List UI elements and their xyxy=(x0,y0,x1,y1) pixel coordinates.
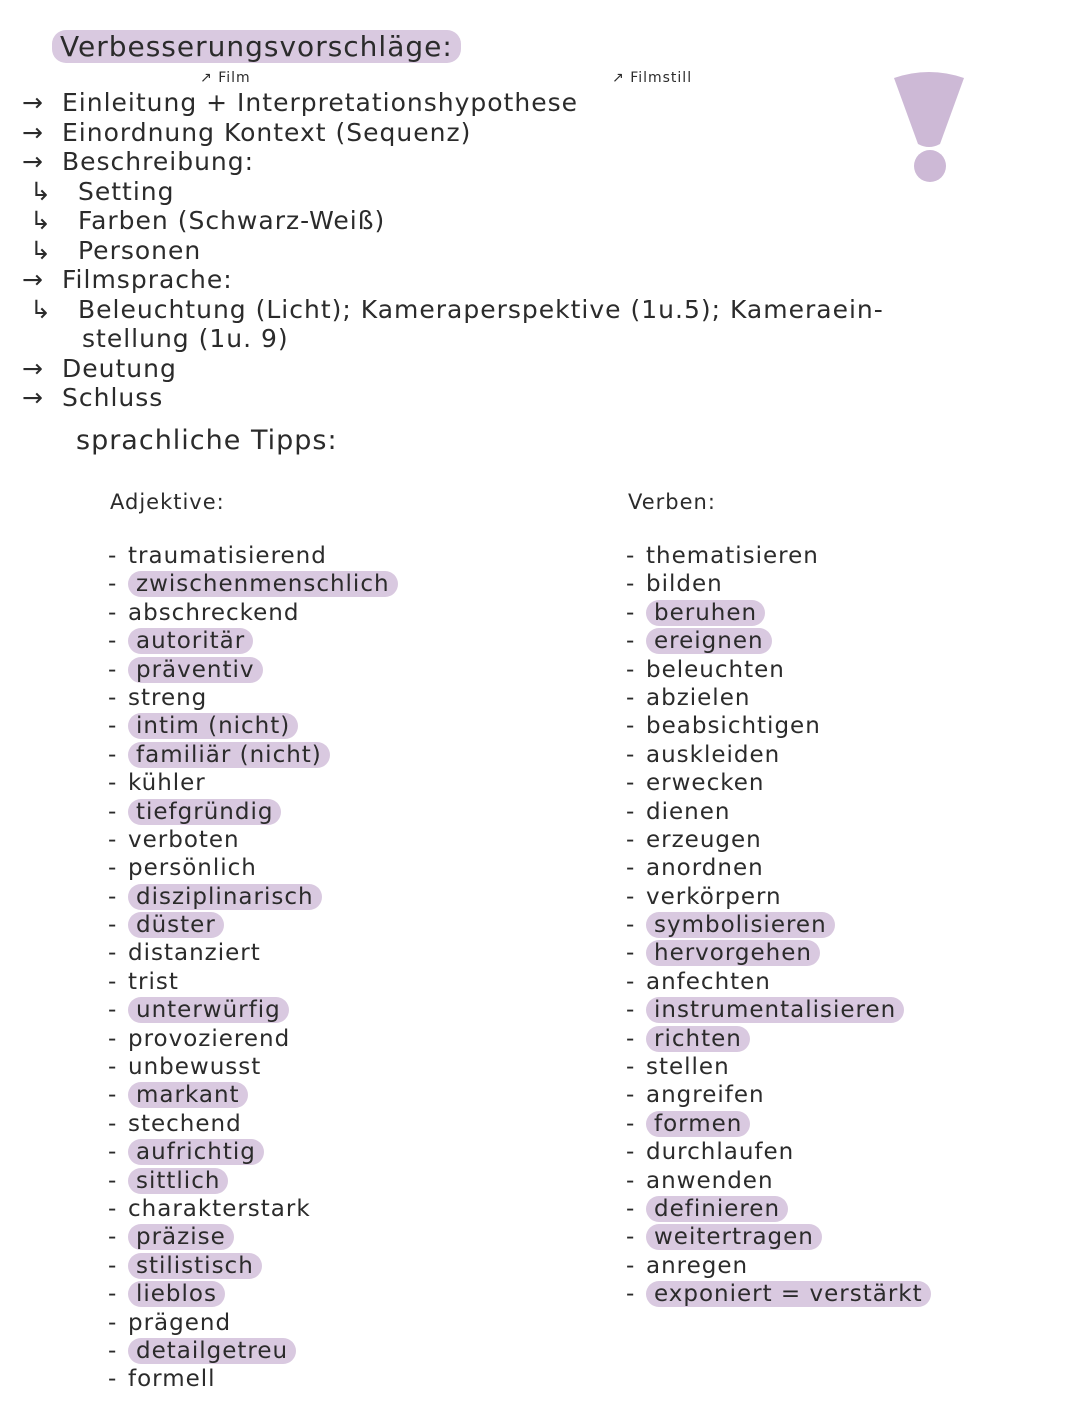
adjective-item xyxy=(108,1309,398,1337)
verb-item-text: instrumentalisieren xyxy=(646,997,904,1023)
outline-subitem: ↳ Farben (Schwarz-Weiß) xyxy=(30,206,386,235)
adjective-item-text: distanziert xyxy=(128,940,261,967)
list-dash: - xyxy=(626,997,636,1024)
list-dash: - xyxy=(108,1309,118,1336)
list-dash: - xyxy=(108,912,118,939)
outline-item: → Schluss xyxy=(22,383,164,412)
verb-item xyxy=(626,1195,931,1223)
adjective-item xyxy=(108,1167,398,1195)
verb-item xyxy=(626,939,931,967)
list-dash: - xyxy=(626,1054,636,1081)
verb-item xyxy=(626,570,931,598)
verb-item xyxy=(626,1280,931,1308)
verb-item-text: ereignen xyxy=(646,628,772,654)
list-dash: - xyxy=(108,1054,118,1081)
outline-continuation: stellung (1u. 9) xyxy=(82,324,289,353)
page-title: Verbesserungsvorschläge: xyxy=(52,30,461,63)
adjective-item-text: formell xyxy=(128,1366,216,1393)
adjective-item-text: unbewusst xyxy=(128,1054,262,1081)
note-film: ↗ Film xyxy=(200,70,251,86)
outline-item: → Beschreibung: xyxy=(22,147,255,176)
adjective-item xyxy=(108,826,398,854)
adjective-item-text: aufrichtig xyxy=(128,1139,264,1165)
verb-item xyxy=(626,656,931,684)
list-dash: - xyxy=(626,883,636,910)
list-dash: - xyxy=(626,1167,636,1194)
list-dash: - xyxy=(108,1110,118,1137)
outline-subitem: ↳ Personen xyxy=(30,235,202,265)
verb-item-text: anregen xyxy=(646,1252,749,1279)
adjective-item-text: disziplinarisch xyxy=(128,884,322,910)
adjective-item-text: provozierend xyxy=(128,1025,291,1052)
verb-item-text: erzeugen xyxy=(646,826,762,853)
verb-item-text: bilden xyxy=(646,571,723,598)
adjective-item xyxy=(108,883,398,911)
verb-item-text: erwecken xyxy=(646,770,765,797)
adjective-item-text: detailgetreu xyxy=(128,1338,296,1364)
list-dash: - xyxy=(108,1252,118,1279)
verb-item xyxy=(626,1138,931,1166)
list-dash: - xyxy=(626,684,636,711)
adjective-item xyxy=(108,1138,398,1166)
verb-item-text: durchlaufen xyxy=(646,1139,795,1166)
list-dash: - xyxy=(626,543,636,569)
verb-item xyxy=(626,741,931,769)
adjective-item xyxy=(108,911,398,939)
adjective-item-text: düster xyxy=(128,912,224,938)
verb-item xyxy=(626,1167,931,1195)
verb-item-text: angreifen xyxy=(646,1082,765,1109)
adjective-item xyxy=(108,1280,398,1308)
adjective-item-text: autoritär xyxy=(128,628,253,654)
verb-item-text: auskleiden xyxy=(646,741,781,768)
adjective-item xyxy=(108,1223,398,1251)
adjective-item-text: zwischenmenschlich xyxy=(128,571,398,597)
adjective-item-text: prägend xyxy=(128,1309,232,1336)
verb-item xyxy=(626,1025,931,1053)
list-dash: - xyxy=(108,1025,118,1052)
list-dash: - xyxy=(108,1337,118,1364)
verb-item xyxy=(626,599,931,627)
adjective-item xyxy=(108,741,398,769)
list-dash: - xyxy=(108,997,118,1024)
list-dash: - xyxy=(108,1139,118,1166)
verb-item-text: beleuchten xyxy=(646,656,785,683)
note-filmstill: ↗ Filmstill xyxy=(612,70,693,86)
verb-item-text: verkörpern xyxy=(646,883,782,910)
list-dash: - xyxy=(108,940,118,967)
adjective-item xyxy=(108,684,398,712)
list-dash: - xyxy=(108,798,118,825)
verb-item-text: exponiert = verstärkt xyxy=(646,1281,931,1307)
adjective-item xyxy=(108,712,398,740)
list-dash: - xyxy=(626,855,636,882)
exclamation-icon xyxy=(892,70,966,186)
verb-item-text: thematisieren xyxy=(646,543,819,569)
list-dash: - xyxy=(626,571,636,598)
list-dash: - xyxy=(108,1167,118,1194)
list-dash: - xyxy=(626,1110,636,1137)
verb-item-text: hervorgehen xyxy=(646,940,820,966)
list-dash: - xyxy=(108,741,118,768)
adjective-item xyxy=(108,570,398,598)
adjective-item xyxy=(108,769,398,797)
list-dash: - xyxy=(626,1224,636,1251)
adjective-item xyxy=(108,1110,398,1138)
list-dash: - xyxy=(108,1366,118,1393)
adjective-item xyxy=(108,1365,398,1393)
list-dash: - xyxy=(626,1252,636,1279)
verb-item xyxy=(626,996,931,1024)
list-dash: - xyxy=(108,826,118,853)
adjectives-heading: Adjektive: xyxy=(110,490,225,514)
list-dash: - xyxy=(108,1281,118,1308)
adjective-item-text: präventiv xyxy=(128,657,263,683)
adjective-item-text: charakterstark xyxy=(128,1195,311,1222)
list-dash: - xyxy=(626,1195,636,1222)
verb-item xyxy=(626,854,931,882)
list-dash: - xyxy=(108,599,118,626)
adjective-item xyxy=(108,1081,398,1109)
verb-item xyxy=(626,798,931,826)
list-dash: - xyxy=(626,1025,636,1052)
verb-list xyxy=(626,542,931,1309)
list-dash: - xyxy=(108,1082,118,1109)
outline-subitem: ↳ Setting xyxy=(30,176,175,206)
adjective-item xyxy=(108,599,398,627)
adjective-item-text: traumatisierend xyxy=(128,543,327,569)
verb-item-text: abzielen xyxy=(646,684,751,711)
verb-item-text: definieren xyxy=(646,1196,788,1222)
adjective-item xyxy=(108,1337,398,1365)
verb-item-text: weitertragen xyxy=(646,1224,822,1250)
list-dash: - xyxy=(108,543,118,569)
verb-item xyxy=(626,883,931,911)
adjective-item xyxy=(108,1053,398,1081)
adjective-item xyxy=(108,1195,398,1223)
adjective-item-text: sittlich xyxy=(128,1168,228,1194)
list-dash: - xyxy=(108,713,118,740)
list-dash: - xyxy=(626,940,636,967)
list-dash: - xyxy=(108,571,118,598)
list-dash: - xyxy=(108,1224,118,1251)
list-dash: - xyxy=(626,968,636,995)
verb-item xyxy=(626,1081,931,1109)
list-dash: - xyxy=(626,1082,636,1109)
tips-heading: sprachliche Tipps: xyxy=(76,425,338,456)
list-dash: - xyxy=(108,883,118,910)
adjective-item-text: trist xyxy=(128,968,179,995)
verb-item xyxy=(626,968,931,996)
verb-item-text: dienen xyxy=(646,798,731,825)
verb-item xyxy=(626,1223,931,1251)
list-dash: - xyxy=(626,628,636,655)
adjective-item-text: tiefgründig xyxy=(128,799,281,825)
structure-outline xyxy=(22,88,884,413)
verb-item xyxy=(626,1252,931,1280)
adjective-item-text: abschreckend xyxy=(128,599,300,626)
list-dash: - xyxy=(626,798,636,825)
adjective-item-text: verboten xyxy=(128,826,240,853)
adjective-item-text: unterwürfig xyxy=(128,997,289,1023)
verb-item xyxy=(626,1110,931,1138)
verb-item xyxy=(626,627,931,655)
verb-item-text: beruhen xyxy=(646,600,765,626)
list-dash: - xyxy=(626,826,636,853)
list-dash: - xyxy=(108,968,118,995)
list-dash: - xyxy=(626,599,636,626)
verb-item-text: richten xyxy=(646,1026,750,1052)
list-dash: - xyxy=(108,770,118,797)
adjective-item-text: intim (nicht) xyxy=(128,713,298,739)
list-dash: - xyxy=(108,628,118,655)
adjective-item xyxy=(108,1025,398,1053)
adjective-item xyxy=(108,996,398,1024)
verb-item-text: formen xyxy=(646,1111,750,1137)
adjective-item-text: stilistisch xyxy=(128,1253,262,1279)
adjective-item xyxy=(108,854,398,882)
outline-item: → Filmsprache: xyxy=(22,265,233,294)
verb-item xyxy=(626,911,931,939)
adjective-item xyxy=(108,627,398,655)
list-dash: - xyxy=(108,656,118,683)
adjective-item-text: präzise xyxy=(128,1224,234,1250)
verb-item xyxy=(626,542,931,570)
outline-item: → Einleitung + Interpretationshypothese xyxy=(22,88,578,117)
outline-item: → Deutung xyxy=(22,353,177,383)
outline-subitem: ↳ Beleuchtung (Licht); Kameraperspektive (1u.5); Kameraein- xyxy=(30,294,884,324)
list-dash: - xyxy=(626,713,636,740)
adjective-item-text: lieblos xyxy=(128,1281,225,1307)
list-dash: - xyxy=(626,656,636,683)
list-dash: - xyxy=(626,1281,636,1308)
verb-item xyxy=(626,769,931,797)
adjective-item xyxy=(108,656,398,684)
verb-item-text: anwenden xyxy=(646,1167,774,1194)
adjective-item-text: kühler xyxy=(128,770,206,797)
adjective-item xyxy=(108,1252,398,1280)
list-dash: - xyxy=(626,1139,636,1166)
adjective-item xyxy=(108,968,398,996)
list-dash: - xyxy=(108,855,118,882)
verb-item xyxy=(626,826,931,854)
outline-item: → Einordnung Kontext (Sequenz) xyxy=(22,117,472,147)
verb-item xyxy=(626,1053,931,1081)
verb-item-text: anfechten xyxy=(646,968,771,995)
adjective-item xyxy=(108,542,398,570)
verb-item-text: stellen xyxy=(646,1054,730,1081)
list-dash: - xyxy=(108,1195,118,1222)
verb-item-text: anordnen xyxy=(646,855,764,882)
adjective-item-text: persönlich xyxy=(128,855,257,882)
adjective-item xyxy=(108,798,398,826)
adjective-item xyxy=(108,939,398,967)
verb-item xyxy=(626,684,931,712)
verb-item xyxy=(626,712,931,740)
list-dash: - xyxy=(626,741,636,768)
adjective-item-text: stechend xyxy=(128,1110,242,1137)
adjective-item-text: familiär (nicht) xyxy=(128,742,330,768)
verbs-heading: Verben: xyxy=(628,490,716,514)
list-dash: - xyxy=(108,684,118,711)
adjective-item-text: streng xyxy=(128,684,208,711)
adjective-list xyxy=(108,542,398,1394)
adjective-item-text: markant xyxy=(128,1082,248,1108)
verb-item-text: beabsichtigen xyxy=(646,713,821,740)
list-dash: - xyxy=(626,912,636,939)
verb-item-text: symbolisieren xyxy=(646,912,835,938)
list-dash: - xyxy=(626,770,636,797)
